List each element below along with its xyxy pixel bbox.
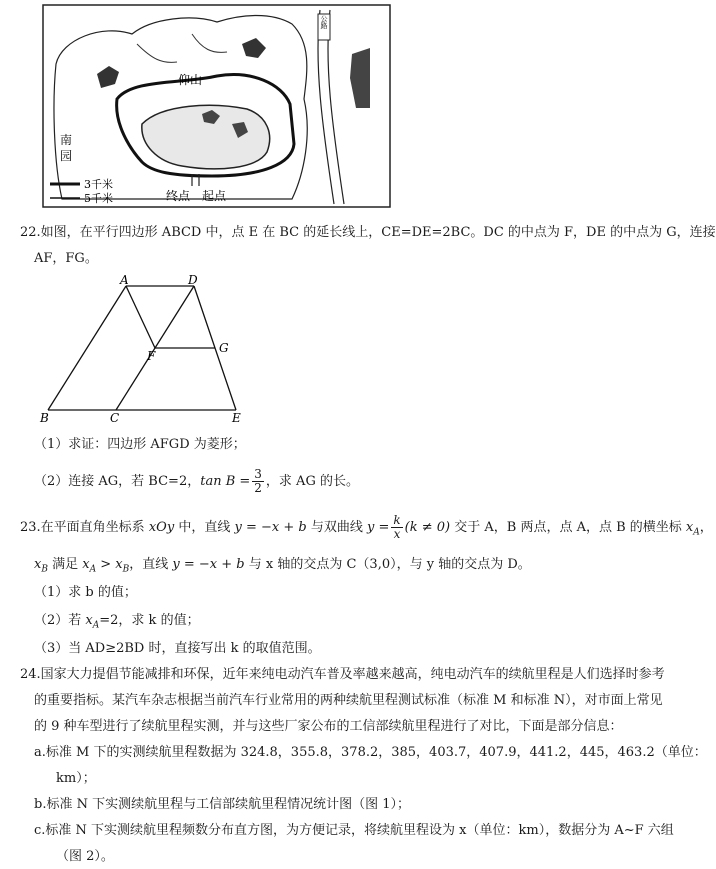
fraction-numerator: k [393,513,401,527]
q23-text: 中，直线 [178,520,231,535]
q23-xB [34,557,48,575]
q23-hyperbola-y: y = [366,520,390,535]
legend-3km-label: 3千米 [84,178,113,191]
park-route-map [42,4,392,209]
q23-text: 交于 A，B 两点，点 A，点 B 的横坐标 [454,520,682,535]
fraction-denominator: x [393,527,401,541]
q22-part2 [34,468,359,495]
var-x: x [85,613,93,628]
q23-line2 [34,556,531,579]
q23-inequality [82,557,130,575]
q22-stem-line2: AF，FG。 [34,251,98,266]
point-label-E: E [232,411,241,425]
var-sub: A [693,527,700,538]
point-label-A: A [120,273,129,287]
parallelogram-figure [36,274,266,424]
var-sub: A [92,620,100,631]
point-label-G: G [219,341,229,355]
fraction-denominator: 2 [254,481,262,495]
q23-xA [85,613,100,631]
var-sub: B [41,564,48,575]
var-x: x [34,557,42,572]
q22-stem-line1: 22.如图，在平行四边形 ABCD 中，点 E 在 BC 的延长线上，CE=DE=2BC。DC 的中点为 F，DE 的中点为 G，连接 [20,225,716,240]
q23-text: 23.在平面直角坐标系 [20,520,145,535]
q23-hyperbola-fraction [391,514,402,541]
q22-tanB: tan B = [200,474,251,489]
q24-line2: 的重要指标。某汽车杂志根据当前汽车行业常用的两种续航里程测试标准（标准 M 和标准 N），对市面上常见 [34,693,663,708]
var-sub: A [89,564,97,575]
point-label-C: C [110,411,120,425]
label-yangshan: 仰山 [178,73,203,87]
q23-text: 满足 [52,557,79,572]
q24-item-c-line2: （图 2）。 [56,849,114,864]
q22-part1: （1）求证：四边形 AFGD 为菱形； [34,437,246,452]
q24-item-c-line1: c.标准 N 下实测续航里程频数分布直方图，为方便记录，将续航里程设为 x（单位：km），数据分为 A~F 六组 [34,823,674,838]
var-gt: > x [96,557,123,572]
q24-line3: 的 9 种车型进行了续航里程实测，并与这些厂家公布的工信部续航里程进行了对比，下面是部分信息： [34,719,623,734]
q23-xoy: xOy [148,520,175,535]
q23-text: （2）若 [34,613,82,628]
fraction-numerator: 3 [254,467,262,481]
q23-part2 [34,612,200,635]
q24-item-b: b.标准 N 下实测续航里程与工信部续航里程情况统计图（图 1）； [34,797,410,812]
var-sub: B [122,564,130,575]
var-x: x [685,520,694,535]
q22-part2-suffix: ，求 AG 的长。 [265,474,359,489]
q23-part3: （3）当 AD≥2BD 时，直接写出 k 的取值范围。 [34,641,321,656]
q23-text: 与 x 轴的交点为 C（3,0），与 y 轴的交点为 D。 [248,557,531,572]
point-label-D: D [188,273,198,287]
label-nanyuan-2: 园 [60,149,73,163]
segment-AB [48,286,126,410]
q24-item-a-line2: km）； [56,771,96,786]
q24-line1: 24.国家大力提倡节能减排和环保，近年来纯电动汽车普及率越来越高，纯电动汽车的续航里程是人们选择时参考 [20,667,665,682]
segment-AF [126,286,155,348]
point-label-F: F [147,349,156,363]
q24-item-a-line1: a.标准 M 下的实测续航里程数据为 324.8，355.8，378.2，385，403.7，407.9，441.2，445，463.2（单位： [34,745,707,760]
q22-part2-prefix: （2）连接 AG，若 BC=2， [34,474,201,489]
var-x: x [82,557,90,572]
road-sign-label: 公路 [320,15,328,29]
start-point-label: 起点 [202,189,227,203]
legend-5km-label: 5千米 [84,192,113,205]
q23-text: ，直线 [129,557,169,572]
q23-line-equation: y = −x + b [172,557,245,572]
q23-line-equation: y = −x + b [234,520,307,535]
end-point-label: 终点 [166,189,191,203]
q23-text: =2，求 k 的值； [99,613,200,628]
q23-text: 与双曲线 [310,520,363,535]
label-nanyuan-1: 南 [60,133,73,147]
q23-xA [685,520,700,538]
q23-text: ， [699,520,713,535]
q23-condition: (k ≠ 0) [404,520,451,535]
q22-fraction [252,468,264,495]
q23-line1 [20,514,713,542]
point-label-B: B [40,411,49,425]
q23-part1: （1）求 b 的值； [34,585,137,600]
